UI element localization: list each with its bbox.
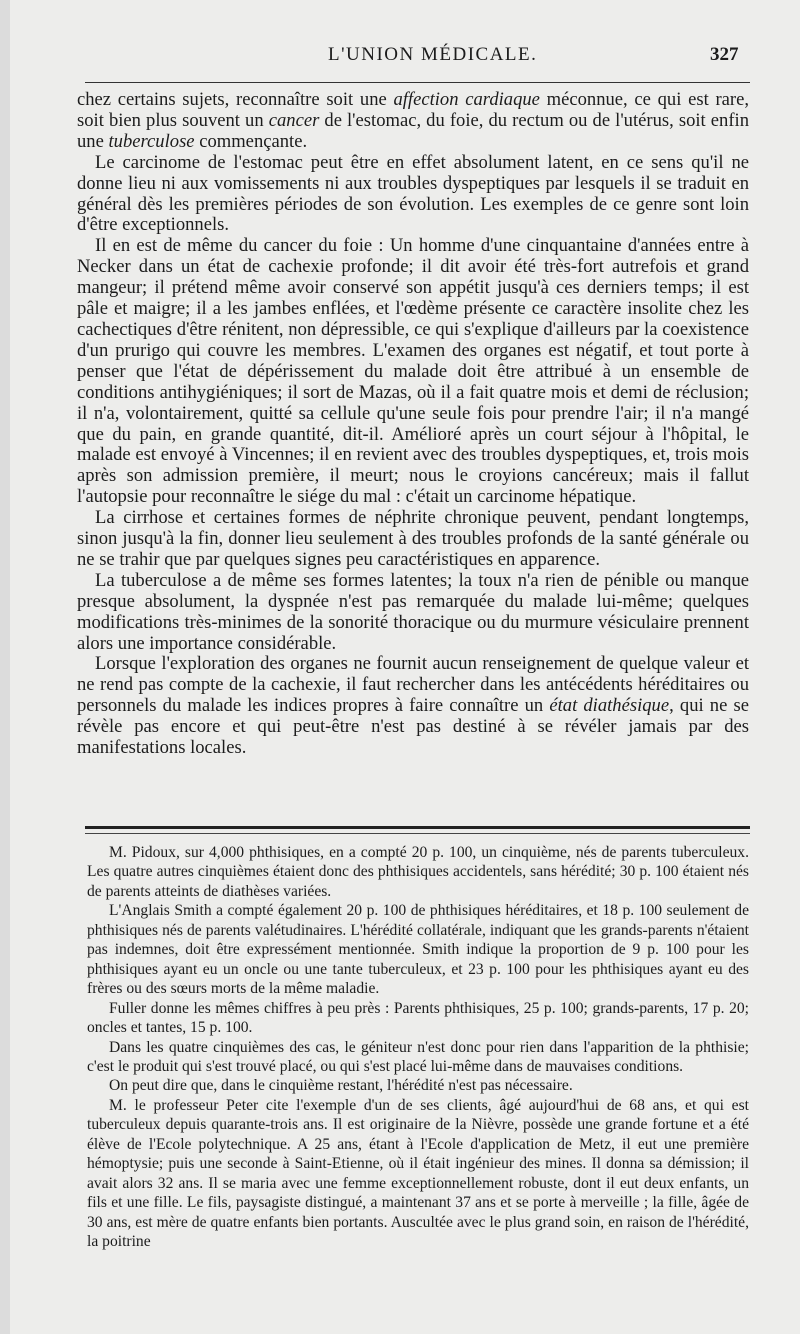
notes-section <box>87 843 749 1252</box>
paragraph-3: Il en est de même du cancer du foie : Un homme d'une cinquantaine d'années entre à Necker dans un état de cachexie profonde; il dit avoir été très-fort autrefois et grand mangeur; il prétend même avoir conservé son appétit jusqu'à ces derniers temps; il est pâle et maigre; il a les jambes enflées, et l'œdème présente ce caractère insolite chez les cachectiques d'être rénitent, non dépressible, ce qui s'explique d'ailleurs par la coexistence d'un prurigo qui couvre les membres. L'examen des organes est négatif, et tout porte à penser que l'état de dépérissement du malade doit être attribué à un ensemble de conditions antihygiéniques; il sort de Mazas, où il a fait quatre mois et demi de réclusion; il n'a, volontairement, quitté sa cellule qu'une seule fois pour prendre l'air; il n'a mangé que du pain, en grande quantité, dit-il. Amélioré après un court séjour à l'hôpital, le malade est envoyé à Vincennes; il en revient avec des troubles dyspeptiques, et, trois mois après son admission première, il meurt; nous le croyions cancéreux; mais il fallut l'autopsie pour reconnaître le siége du mal : c'était un carcinome hépatique. <box>77 235 749 508</box>
paragraph-5: La tuberculose a de même ses formes latentes; la toux n'a rien de pénible ou manque presque absolument, la dyspnée n'est pas remarquée du malade lui-même; quelques modifications très-minimes de la sonorité thoracique ou du murmure vésiculaire prennent alors une importance considérable. <box>77 569 749 654</box>
emphasis-tuberculose: tuberculose <box>108 130 195 152</box>
emphasis-etat-diathesique: état diathésique <box>549 695 670 717</box>
paragraph-1: chez certains sujets, reconnaître soit une affection cardiaque méconnue, ce qui est rare, soit bien plus souvent un cancer de l'estomac, du foie, du rectum ou de l'utérus, soit enfin une tuberculose commençante. <box>77 89 750 152</box>
note-5: On peut dire que, dans le cinquième restant, l'hérédité n'est pas nécessaire. <box>109 1077 573 1095</box>
main-text <box>77 90 749 759</box>
paragraph-4: La cirrhose et certaines formes de néphrite chronique peuvent, pendant longtemps, sinon jusqu'à la fin, donner lieu seulement à des troubles profonds de la santé générale ou ne se trahir que par quelques signes peu caractéristiques en apparence. <box>77 507 749 570</box>
note-1: M. Pidoux, sur 4,000 phthisiques, en a compté 20 p. 100, un cinquième, nés de parents tuberculeux. Les quatre autres cinquièmes étaient donc des phthisiques accidentels, sans hérédité; 30 p. 100 étaient nés de parents atteints de diathèses variées. <box>87 844 749 900</box>
section-rule-thin <box>85 833 750 834</box>
section-rule-thick <box>85 826 750 829</box>
book-page <box>10 0 800 1334</box>
page-number: 327 <box>710 44 739 65</box>
paragraph-6: Lorsque l'exploration des organes ne fournit aucun renseignement de quelque valeur et ne rend pas compte de la cachexie, il faut rechercher dans les antécédents héréditaires ou personnels du malade les indices propres à faire connaître un état diathésique, qui ne se révèle pas encore et qui peut-être n'est pas destiné à se révéler jamais par des manifestations locales. <box>77 653 749 759</box>
emphasis-affection-cardiaque: affection cardiaque <box>393 89 540 110</box>
page-header <box>10 44 800 74</box>
note-3: Fuller donne les mêmes chiffres à peu près : Parents phthisiques, 25 p. 100; grands-parents, 17 p. 20; oncles et tantes, 15 p. 100. <box>87 999 749 1037</box>
note-6: M. le professeur Peter cite l'exemple d'un de ses clients, âgé aujourd'hui de 68 ans, et qui est tuberculeux depuis quarante-trois ans. Il est originaire de la Nièvre, possède une grande fortune et a été élève de l'Ecole polytechnique. A 25 ans, étant à l'Ecole d'application de Metz, il eut une première hémoptysie; puis une seconde à Saint-Etienne, où il était ingénieur des mines. Il donna sa démission; il avait alors 32 ans. Il se maria avec une femme exceptionnellement robuste, dont il eut deux enfants, un fils et une fille. Le fils, paysagiste distingué, a maintenant 37 ans et se porte à merveille ; la fille, âgée de 30 ans, est mère de quatre enfants bien portants. Auscultée avec le plus grand soin, en raison de l'hérédité, la poitrine <box>87 1096 749 1251</box>
note-4: Dans les quatre cinquièmes des cas, le géniteur n'est donc pour rien dans l'apparition de la phthisie; c'est le produit qui s'est trouvé placé, ou qui s'est placé lui-même dans de mauvaises conditions. <box>87 1038 749 1075</box>
paragraph-2: Le carcinome de l'estomac peut être en effet absolument latent, en ce sens qu'il ne donne lieu ni aux vomissements ni aux troubles dyspeptiques par lesquels il se traduit en général dès les premières périodes de son évolution. Les exemples de ce genre sont loin d'être exceptionnels. <box>77 151 749 236</box>
emphasis-cancer: cancer <box>268 109 320 131</box>
running-title: L'UNION MÉDICALE. <box>328 44 538 65</box>
note-2: L'Anglais Smith a compté également 20 p. 100 de phthisiques héréditaires, et 18 p. 100 seulement de phthisiques nés de parents valétudinaires. L'hérédité collatérale, indiquant que les grands-parents n'étaient pas indemnes, doit être expressément mentionnée. Smith indique la proportion de 9 p. 100 pour les phthisiques ayant eu un oncle ou une tante tuberculeux, et 23 p. 100 pour les phthisiques ayant eu des frères ou des sœurs morts de la même maladie. <box>87 902 749 998</box>
header-rule <box>85 82 750 83</box>
